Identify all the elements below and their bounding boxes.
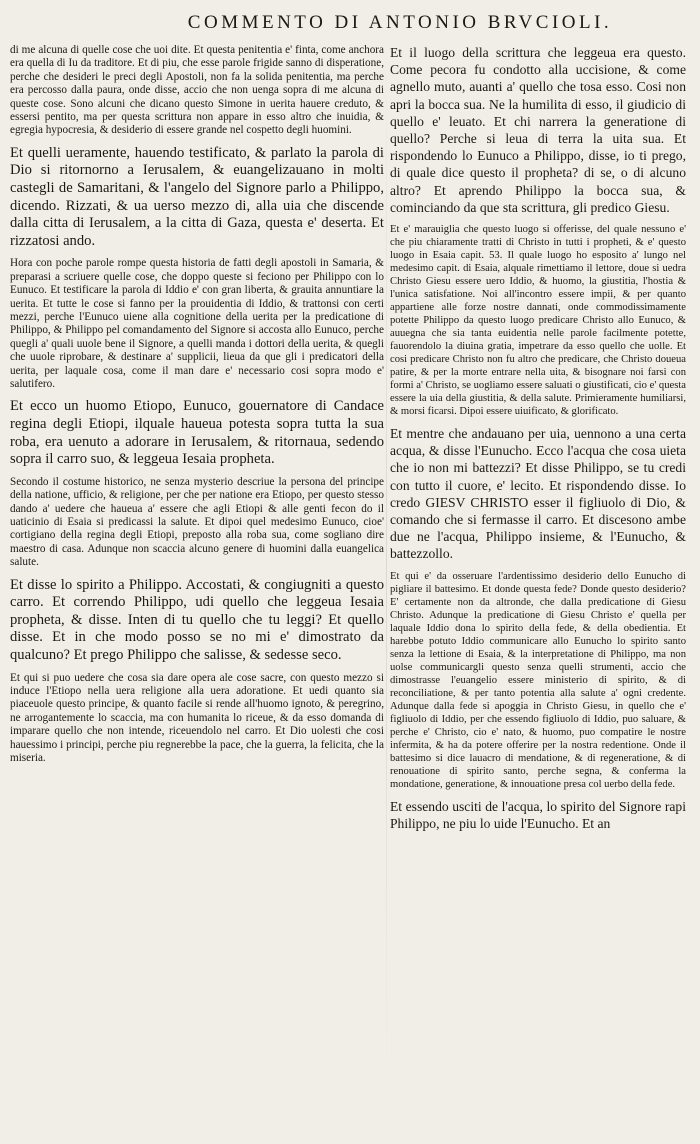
commentary-paragraph: Hora con poche parole rompe questa historia de fatti degli apostoli in Samaria, & preparasi a scriuere quelle cose, che doppo queste si fecionо per Philippo con lo Eunuco. Et testificare la parola di Iddio e' con gran liberta, & grauita annuntiare la uerita. Et tutte le cose si fanno per la prouidentia di Iddio, & trattonsi con certi mezzi, perche l'Eunuco uiene alla cognitione della uerita per la predicatione di Philippo, & Philippo pel comandamento del Signore si accosta allo Eunuco, perche quegli a' quali uuole bene il Signore, a quelli manda i dottori della uerita, & quegli che uuole riprobare, & destinare a' supplicii, lieua da que gli i predicatori della uerita, per laquale cosa, come il man dare e' necessario cosi sopra modo e' salutifero. bbox=[10, 257, 384, 391]
column-gutter bbox=[386, 40, 387, 1094]
commentary-paragraph: Et qui e' da osseruare l'ardentissimo desiderio dello Eunucho di pigliare il battesimo. Et donde questa fede? Donde questo desiderio? E' certamente non da altronde, che dalla predicatione di Giesu Christo. Adunque la predicatione di Giesu Christo e' quella per laquale Iddio dona lo spirito della fede, & della obedientia. Et harebbe potuto Iddio communicare allo Eunucho lo spirito santo senza la lettione di Esaia, & la interpretatione di Philippo, ma non uolse communicargli questo senza quelli strumenti, accio che dimostrasse l'euangelio essere ministerio di spirito, & di reconciliatione, & per tanto potentia alla salute a' ogni credente. Adunque dalla fede si apoggia in Christo Giesu, in quello che e' figliuolo di Iddio, per che essendo figliuolo di Iddio, puo saluare, & perche e' Christo, cio e' nato, & huomo, puo compatire le nostre infermita, & ha da potere offerire per la nostra redentione. Onde il battesimo si dice lauacro di mendatione, & di regeneratione, & di renouatione di spirito santo, perche segna, & conferma la mondatione, generatione, & innouatione presa col uerbo della fede. bbox=[390, 570, 686, 790]
left-column bbox=[10, 44, 384, 1088]
scripture-paragraph: Et il luogo della scrittura che leggeua era questo. Come pecora fu condotto alla uccisione, & come agnello muto, auanti a' quello che tosa esso. Cosi non apri la bocca sua. Ne la humilita di esso, il giudicio di quello e' leuato. Et chi narrera la generatione di quello? Perche si leua di terra la uita sua. Et rispondendo lo Eunuco a Philippo, disse, io ti prego, di quale dice questo il propheta? di se, o di alcuno altro? Et aprendo Philippo la bocca sua, & cominciando da que sta scrittura, gli predico Giesu. bbox=[390, 45, 686, 215]
commentary-paragraph: Et e' marauiglia che questo luogo si offerisse, del quale nessuno e' che piu chiaramente tratti di Christo in tutti i propheti, & e' questo luogo in Esaia capit. 53. Il quale luogo ho esposito a' lungo nel medesimo capit. di Esaia, alquale rimettiamo il lettore, doue si uedra Christo Giesu essere uero Iddio, & huomo, la giustitia, l'hostia & l'unica satisfatione. Noi all'incontro essere impii, & per quanto appartiene alle forze nostre dannati, onde commodissimamente potette Philippo da questo luogo predicare Christo allo Eunuco, & auuegna che sia tanta euidentia nelle parole facilmente potette, fauorendolo la diuina gratia, impetrare da esso quello che uolle. Et cosi predicare Christo non fu altro che predicare, che Christo doueua patire, & per la morte entrare nella uita, & bisognare noi farsi con formi a' Christo, se uogliamo essere saluati o giustificati, cio e' questa essere la uia della giustitia, & della salute. Primieramente humiliarsi, & morsi ficarsi. Dipoi essere uiuificato, & glorificato. bbox=[390, 224, 686, 418]
scripture-paragraph: Et disse lo spirito a Philippo. Accostati, & congiugniti a questo carro. Et correndo Philippo, udi quello che leggeua Iesaia propheta, & disse. Inten di tu quello che tu leggi? Et quello disse. Et in che modo posso se no mi e' dimostrato da qualcuno? Et prego Philippo che salisse, & sedesse seco. bbox=[10, 576, 384, 664]
commentary-paragraph: Et qui si puo uedere che cosa sia dare opera ale cose sacre, con questo mezzo si induce l'Etiopo nella uera religione alla uera adoratione. Et uedi quanto sia piaceuole questo principe, & quanto facile si rende all'huomo ignoto, & peregrino, ne arrogantemente lo scaccia, ma con humanita lo riceue, & da esso domanda di imparare quello che non intende, riceuendolo nel carro. Et Dio uolesti che cosi hauessimo i principi, perche piu regnerebbe la pace, che la guerra, la felicita, che la miseria. bbox=[10, 671, 384, 765]
scripture-paragraph: Et mentre che andauano per uia, uennono a una certa acqua, & disse l'Eunucho. Ecco l'acqua che cosa uieta che io non mi battezzi? Et disse Philippo, se tu credi con tutto il cuore, e' lecito. Et rispondendo disse. Io credo GIESV CHRISTO esser il figliuolo di Dio, & comando che si fermasse il carro. Et discesono ambe due ne l'acqua, Philippo insieme, & l'Eunucho, & battezzollo. bbox=[390, 426, 686, 562]
commentary-paragraph: Secondo il costume historico, ne senza mysterio descriue la persona del principe della natione, ufficio, & religione, per che per natione era Etiopo, per questo stesso dando a' uedere che haueua a' essere che agli Etiopi & alle genti fecon do il uaticinio di Esaia si predicassi la salute. Et dipoi quel medesimo Eunuco, cioe' cortigiano della regina degli Etiopi, preposto alla roba sua, come sogliano dire maestro di casa. Adunque non scaccia alcuno genere di huomini dalla euangelica salute. bbox=[10, 475, 384, 569]
right-column bbox=[390, 44, 686, 1088]
scripture-paragraph: Et essendo usciti de l'acqua, lo spirito del Signore rapi Philippo, ne piu lo uide l'Eunucho. Et an bbox=[390, 798, 686, 831]
commentary-paragraph: di me alcuna di quelle cose che uoi dite. Et questa penitentia e' finta, come anchora era quella di Iu da traditore. Et di piu, che esse parole frigide sanno di disperatione, perche che desideri le preci degli Apostoli, non fa la solida penitentia, ma perche era percosso dalla paura, onde disse, accio che non uenga sopra di me alcuna di queste cose. Sono alcuni che dicano questo Simone in uerita hauere creduto, & essersi pentito, ma per questa scrittura non appare in esso altro che inuidia, & egregia hypocresia, & desiderio di essere grande nel cospetto degli huomini. bbox=[10, 44, 384, 137]
scripture-paragraph: Et quelli ueramente, hauendo testificato, & parlato la parola di Dio si ritornorno a Ierusalem, & euangelizauano in molti castegli de Samaritani, & l'angelo del Signore parlo a Philippo, dicendo. Rizzati, & ua uerso mezzo di, alla uia che discende dalla citta di Ierusalem, a la citta di Gaza, questa e' deserta. Et rizzatosi ando. bbox=[10, 144, 384, 249]
scripture-paragraph: Et ecco un huomo Etiopo, Eunuco, gouernatore di Candace regina degli Etiopi, ilquale haueua potesta sopra tutta la sua roba, era uenuto a adorare in Ierusalem, & ritornaua, sedendo sopra il carro suo, & leggeua Iesaia propheta. bbox=[10, 398, 384, 468]
running-header: COMMENTO DI ANTONIO BRVCIOLI. bbox=[187, 12, 613, 33]
